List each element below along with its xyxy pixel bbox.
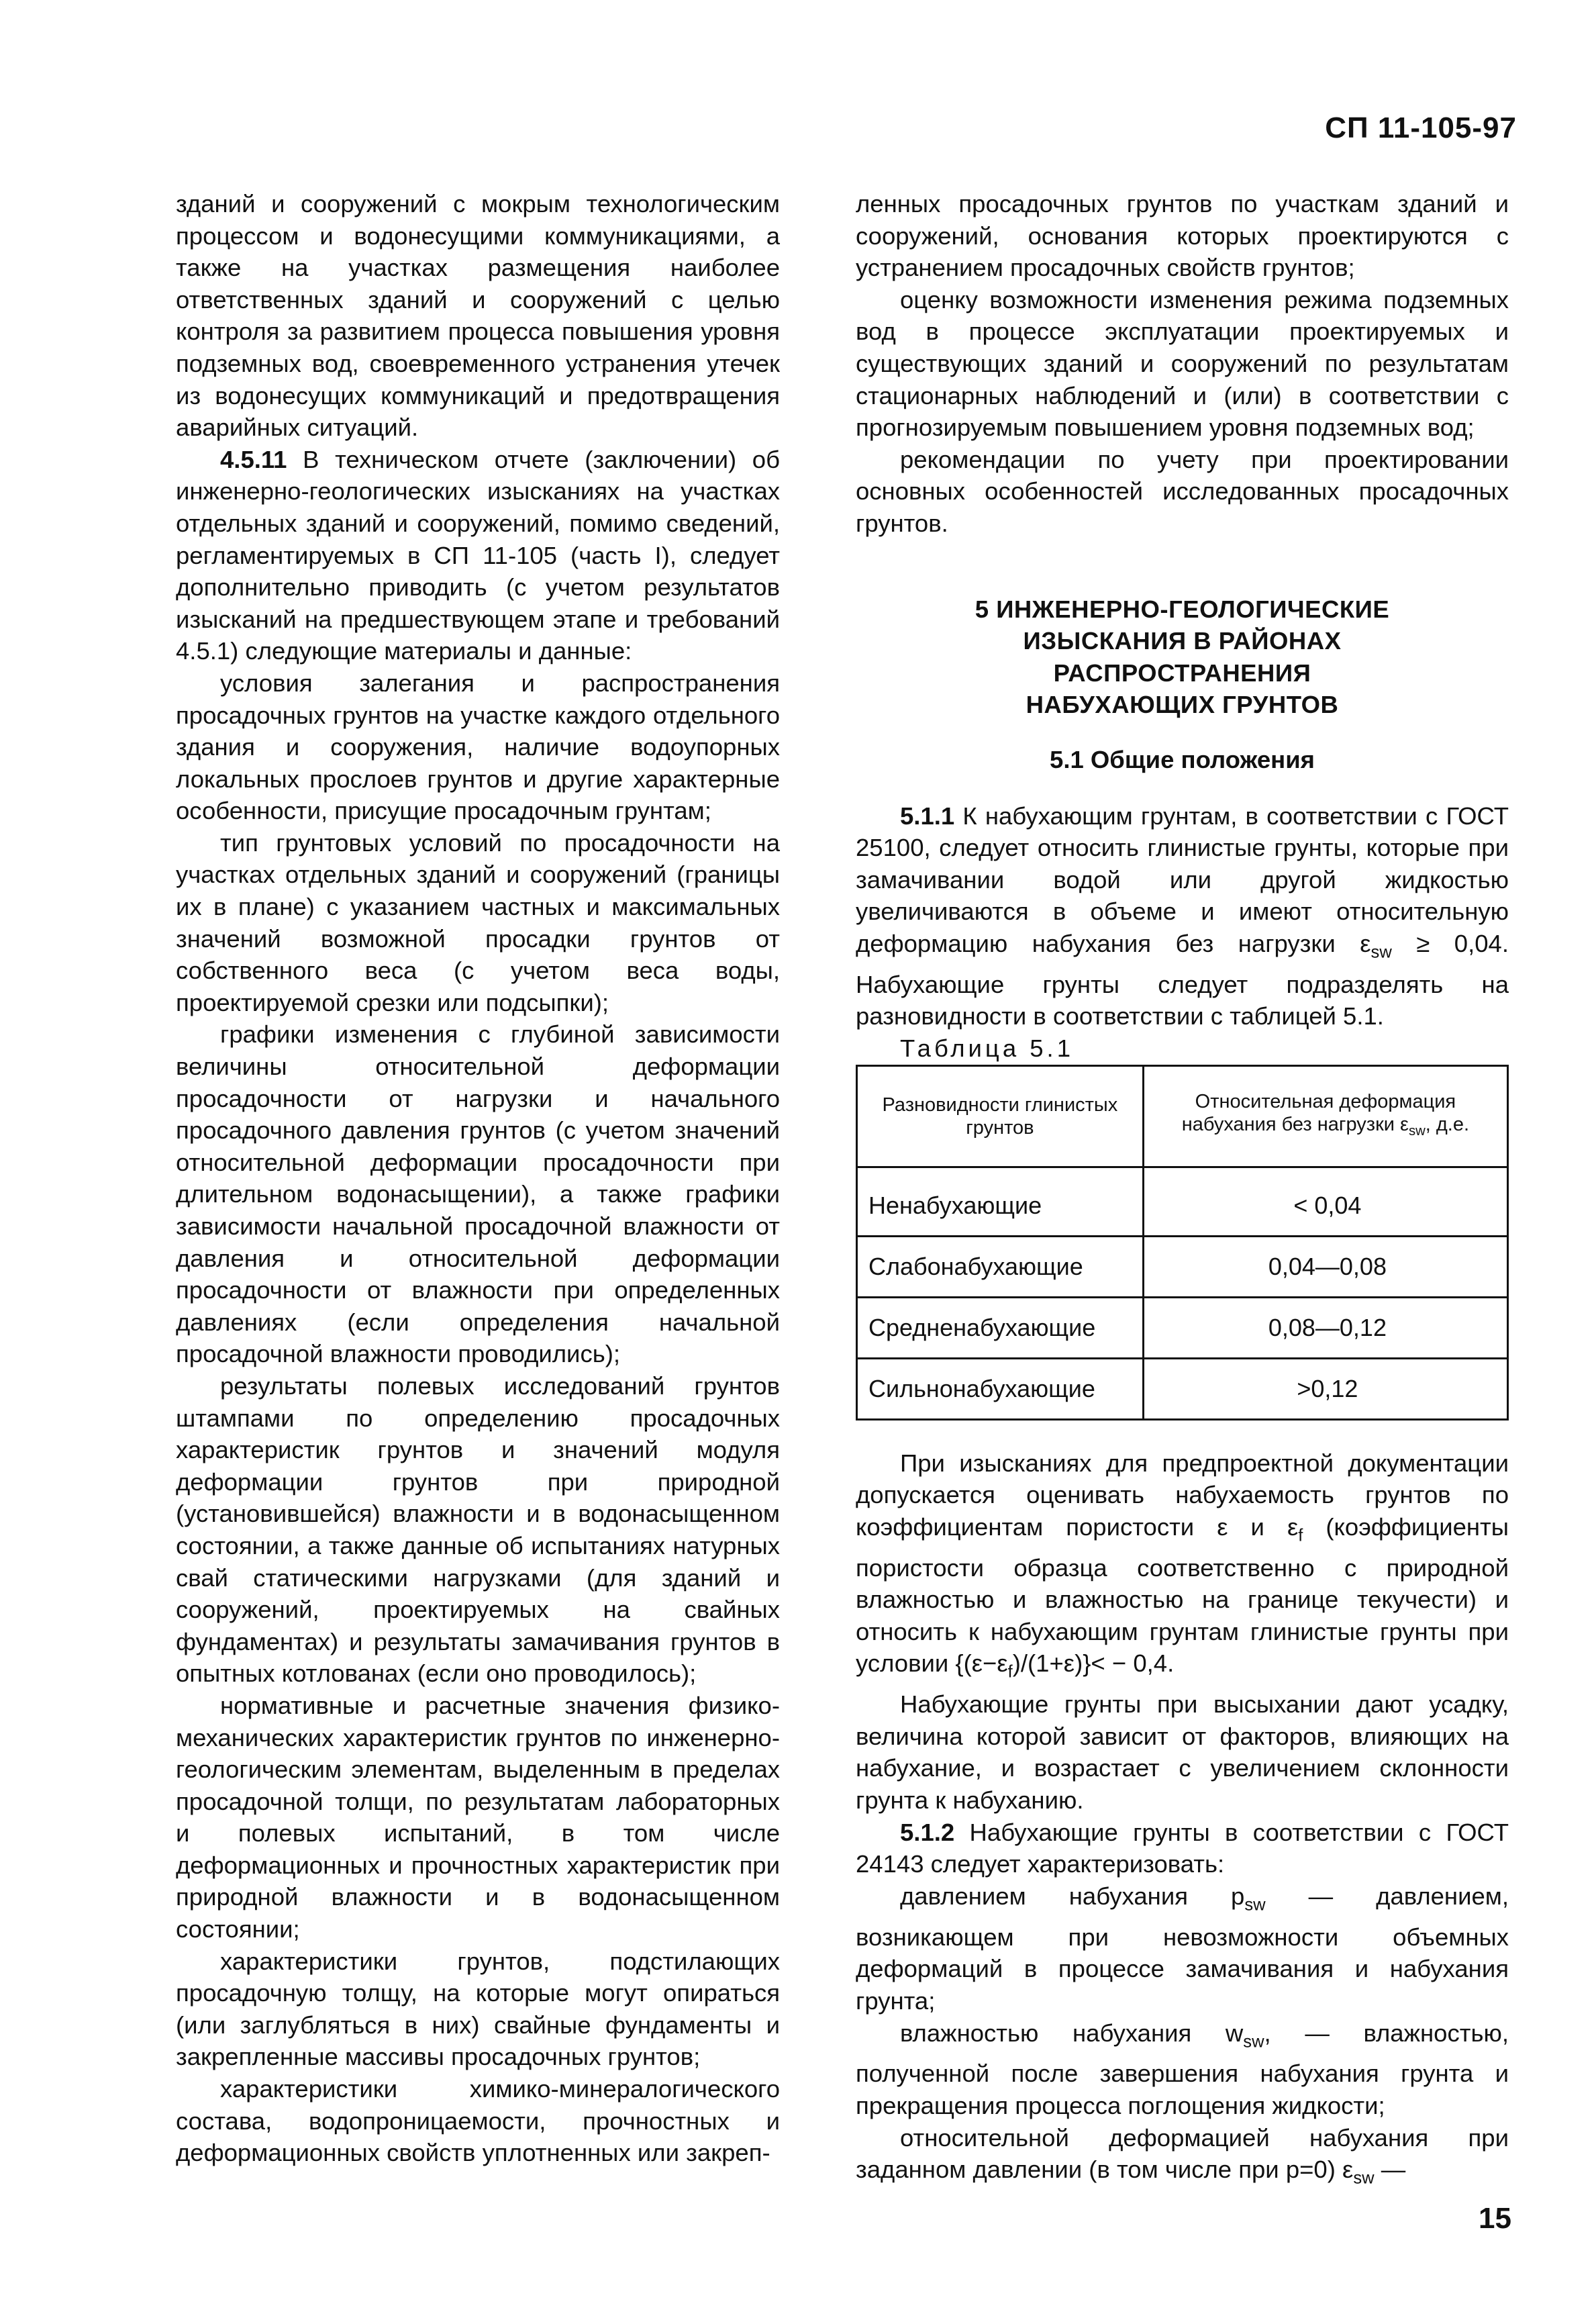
list-item: графики изменения с глубиной зависимости величины относительной деформации просадочности от нагрузки и начального просадочного давления грунтов (с учетом значений относительной деформации просадочности при длительном водонасыщении), а также графики зависимости начальной просадочной влажности от давления и относительной деформации просадочности от влажности при определенных давлениях (если определения начальной просадочной влажности проводились); (176, 1020, 780, 1368)
list-item: нормативные и расчетные значения физико-механических характеристик грунтов по инженерно-геологическим элементам, выделенным в пределах просадочной толщи, по результатам лабораторных и полевых испытаний, в том числе деформационных и прочностных характеристик при природной влажности и в водонасыщенном состоянии; (176, 1691, 780, 1943)
paragraph-text: )/(1+ε)}< − 0,4. (1012, 1649, 1175, 1678)
list-item: ленных просадочных грунтов по участкам зданий и сооружений, основания которых проектируются с устранением просадочных свойств грунтов; (856, 190, 1509, 282)
list-item: характеристики грунтов, подстилающих просадочную толщу, на которые могут опираться (или заглубляться в них) свайные фундаменты и закрепленные массивы просадочных грунтов; (176, 1947, 780, 2071)
paragraph-text: относительной деформацией набухания при заданном давлении (в том числе при p=0) ε (856, 2123, 1509, 2184)
paragraph-text: — (1374, 2156, 1406, 2184)
clause-number: 4.5.11 (220, 445, 287, 473)
paragraph (856, 1447, 1509, 1689)
column-header (1143, 1065, 1507, 1167)
subscript: f (1007, 1662, 1013, 1682)
header-text: Относительная деформация набухания без нагрузки ε (1181, 1090, 1456, 1135)
deformation-value-cell: 0,08—0,12 (1143, 1297, 1507, 1358)
deformation-value-cell: >0,12 (1143, 1358, 1507, 1419)
right-column (856, 188, 1509, 2195)
list-item: характеристики химико-минералогического состава, водопроницаемости, прочностных и деформационных свойств уплотненных или закреп- (176, 2075, 780, 2167)
section-title-line: НАБУХАЮЩИХ ГРУНТОВ (1026, 691, 1339, 719)
subscript: sw (1408, 1123, 1426, 1139)
soil-type-cell: Ненабухающие (857, 1167, 1144, 1236)
section-title-line: ИЗЫСКАНИЯ В РАЙОНАХ (1023, 627, 1342, 655)
soil-type-cell: Средненабухающие (857, 1297, 1144, 1358)
subscript: sw (1243, 2031, 1264, 2051)
subscript: f (1298, 1526, 1303, 1545)
paragraph-text: влажностью набухания w (900, 2019, 1244, 2047)
section-title-line: РАСПРОСТРАНЕНИЯ (1053, 659, 1311, 687)
subscript: sw (1353, 2168, 1375, 2188)
section-title-line: 5 ИНЖЕНЕРНО-ГЕОЛОГИЧЕСКИЕ (975, 595, 1390, 623)
page-number: 15 (1479, 2202, 1511, 2235)
document-code: СП 11-105-97 (1325, 111, 1517, 144)
paragraph-text: Набухающие грунты в соответствии с ГОСТ 24143 следует характеризовать: (856, 1818, 1509, 1878)
subsection-title: 5.1 Общие положения (1050, 745, 1315, 773)
paragraph: зданий и сооружений с мокрым технологическим процессом и водонесущими коммуникациями, а также на участках размещения наиболее ответственных зданий и сооружений с целью контроля за развитием процесса повышения уровня подземных вод, своевременного устранения утечек из водонесущих коммуникаций и предотвращения аварийных ситуаций. (176, 190, 780, 442)
list-item (856, 2122, 1509, 2195)
paragraph-text: , — влажностью, полученной после завершения набухания грунта и прекращения процесса поглощения жидкости; (856, 2019, 1509, 2120)
header-text: , д.е. (1425, 1113, 1470, 1135)
clause-number: 5.1.1 (900, 802, 955, 830)
paragraph-text: К набухающим грунтам, в соответствии с ГОСТ 25100, следует относить глинистые грунты, которые при замачивании водой или другой жидкостью увеличиваются в объеме и имеют относительную деформацию набухания без нагрузки ε (856, 802, 1509, 957)
list-item: оценку возможности изменения режима подземных вод в процессе эксплуатации проектируемых и существующих зданий и сооружений по результатам стационарных наблюдений и (или) в соответствии с прогнозируемым повышением уровня подземных вод; (856, 285, 1509, 442)
list-item: результаты полевых исследований грунтов штампами по определению просадочных характеристик грунтов и значений модуля деформации грунтов при природной (установившейся) влажности и в водонасыщенном состоянии, а также данные об испытаниях натурных свай статическими нагрузками (для зданий и сооружений, проектируемых на свайных фундаментах) и результаты замачивания грунтов в опытных котлованах (если оно проводилось); (176, 1371, 780, 1688)
subscript: sw (1370, 943, 1392, 962)
deformation-value-cell: < 0,04 (1143, 1167, 1507, 1236)
soil-type-cell: Слабонабухающие (857, 1236, 1144, 1297)
section-title (856, 593, 1509, 721)
list-item: рекомендации по учету при проектировании основных особенностей исследованных просадочных грунтов. (856, 445, 1509, 537)
table-caption: Таблица 5.1 (900, 1034, 1074, 1062)
paragraph-text: В техническом отчете (заключении) об инженерно-геологических изысканиях на участках отдельных зданий и сооружений, помимо сведений, регламентируемых в СП 11-105 (часть I), следует дополнительно приводить (с учетом результатов изысканий на предшествующем этапе и требований 4.5.1) следующие материалы и данные: (176, 445, 780, 665)
table-header-row (857, 1065, 1508, 1167)
table-row (857, 1297, 1508, 1358)
left-column (176, 188, 780, 2169)
paragraph-text: давлением набухания p (900, 1882, 1245, 1910)
paragraph-text: ≥ 0,04. Набухающие грунты следует подразделять на разновидности в соответствии с таблицей 5.1. (856, 929, 1509, 1030)
soil-types-table (856, 1065, 1509, 1420)
list-item (856, 1880, 1509, 2017)
column-header: Разновидности глинистых грунтов (857, 1065, 1144, 1167)
paragraph: Набухающие грунты при высыхании дают усадку, величина которой зависит от факторов, влияющих на набухание, и возрастает с увеличением склонности грунта к набуханию. (856, 1690, 1509, 1815)
soil-type-cell: Сильнонабухающие (857, 1358, 1144, 1419)
table-row (857, 1167, 1508, 1236)
list-item (856, 2017, 1509, 2122)
clause-number: 5.1.2 (900, 1818, 955, 1846)
paragraph-5-1-2 (856, 1817, 1509, 1880)
subscript: sw (1244, 1895, 1266, 1915)
deformation-value-cell: 0,04—0,08 (1143, 1236, 1507, 1297)
paragraph-text: — давлением, возникающем при невозможности объемных деформаций в процессе замачивания и набухания грунта; (856, 1882, 1509, 2015)
paragraph-5-1-1 (856, 800, 1509, 1032)
list-item: тип грунтовых условий по просадочности на участках отдельных зданий и сооружений (границы их в плане) с указанием частных и максимальных значений возможной просадки грунтов от собственного веса (с учетом веса воды, проектируемой срезки или подсыпки); (176, 828, 780, 1016)
paragraph-text: При изысканиях для предпроектной документации допускается оценивать набухаемость грунтов по коэффициентам пористости ε и ε (856, 1449, 1509, 1541)
table-row (857, 1358, 1508, 1419)
paragraph-4-5-11 (176, 444, 780, 667)
list-item: условия залегания и распространения просадочных грунтов на участке каждого отдельного здания и сооружения, наличие водоупорных локальных прослоев грунтов и другие характерные особенности, присущие просадочным грунтам; (176, 669, 780, 825)
paragraph-text: (коэффициенты пористости образца соответственно с природной влажностью и влажностью на границе текучести) и относить к набухающим грунтам глинистые грунты при условии {(ε−ε (856, 1512, 1509, 1678)
table-row (857, 1236, 1508, 1297)
